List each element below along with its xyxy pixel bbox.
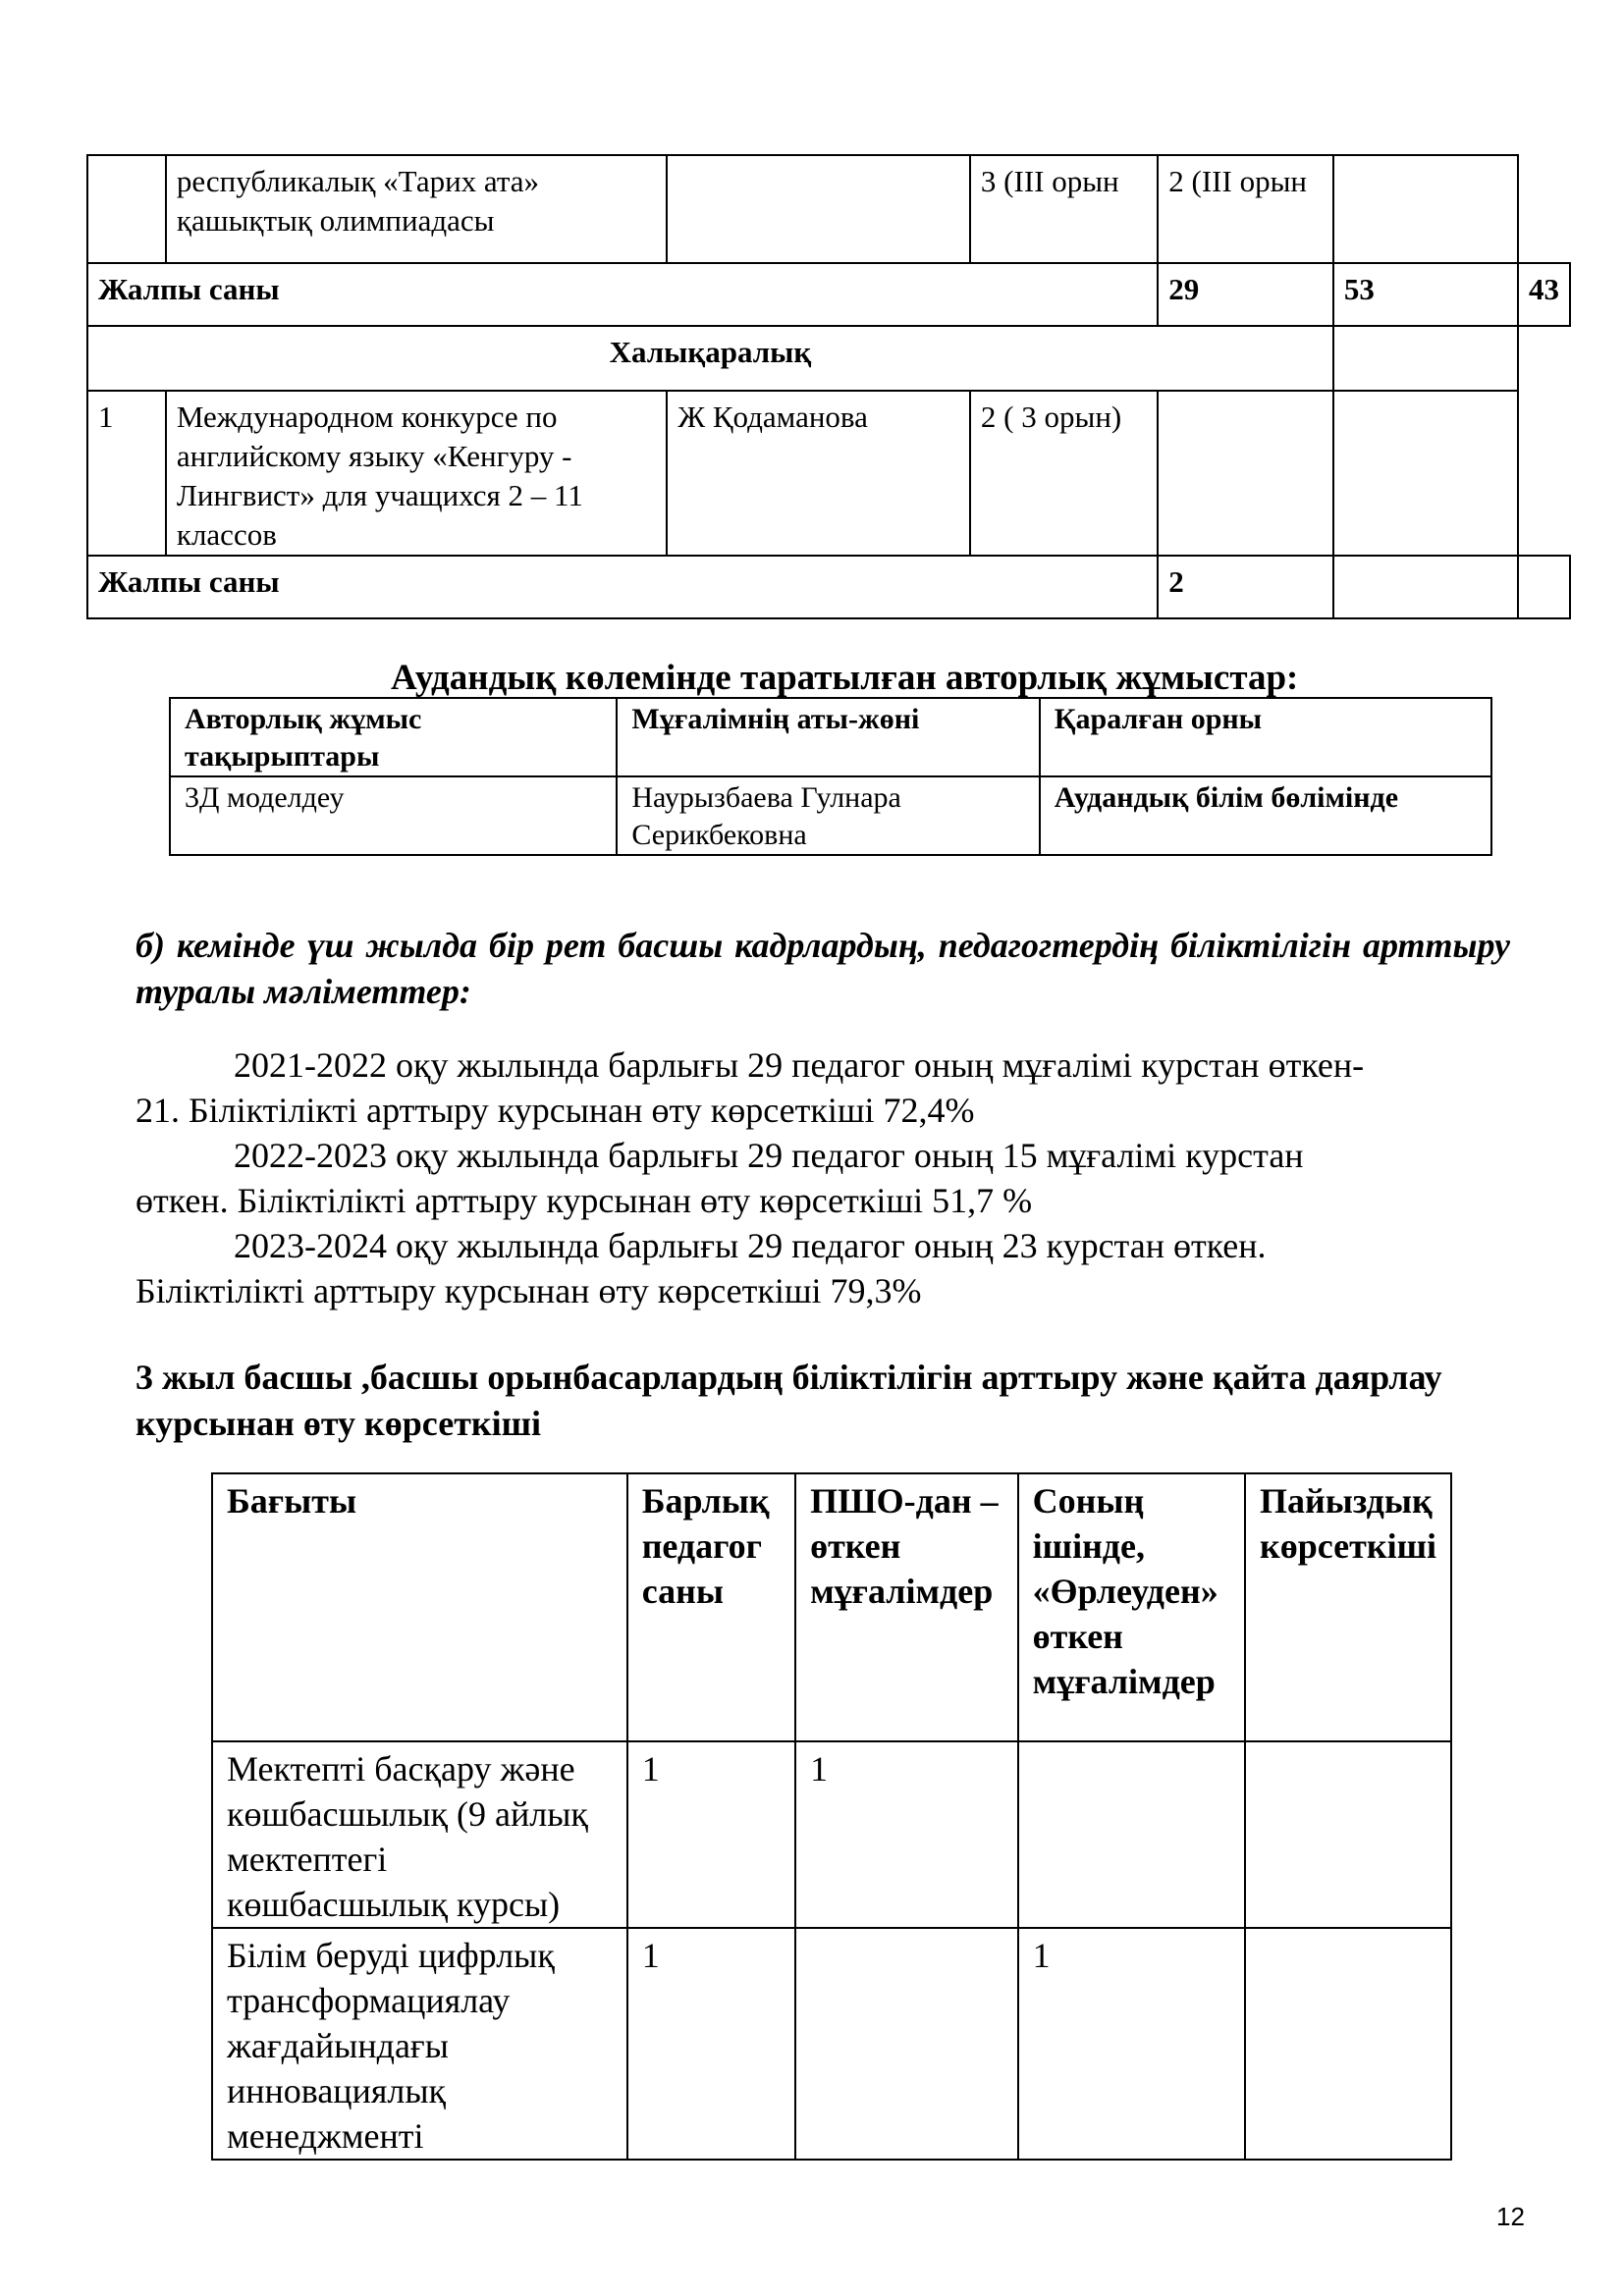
table-row: [87, 391, 1570, 556]
competition-name: Международном конкурсе по английскому языку «Кенгуру - Лингвист» для учащихся 2 – 11 классов: [166, 391, 667, 556]
olympiad-results-table: [86, 154, 1571, 619]
result-cell: 3 (III орын: [970, 155, 1158, 263]
total-row: [87, 556, 1570, 618]
table-cell: [1018, 1741, 1245, 1928]
table-cell: [1245, 1928, 1451, 2160]
table-row: [170, 776, 1491, 855]
column-header: ПШО-дан –өткен мұғалімдер: [795, 1473, 1018, 1741]
column-header: Авторлық жұмыс тақырыптары: [170, 698, 617, 776]
table-cell: 1: [795, 1741, 1018, 1928]
total-label: Жалпы саны: [87, 263, 1158, 326]
section-heading: б) кемінде үш жылда бір рет басшы кадрлардың, педагогтердің біліктілігін арттыру туралы мәліметтер:: [135, 926, 1510, 1011]
total-value: 2: [1158, 556, 1333, 618]
total-label: Жалпы саны: [87, 556, 1158, 618]
column-header: Мұғалімнің аты-жөні: [617, 698, 1039, 776]
table-cell: 1: [627, 1741, 795, 1928]
authorship-heading: Аудандық көлемінде таратылған авторлық жұмыстар:: [391, 658, 1299, 698]
result-cell: [1158, 391, 1333, 556]
result-cell: [1333, 391, 1518, 556]
column-header: Барлық педагог саны: [627, 1473, 795, 1741]
section-title: Халықаралық: [87, 326, 1333, 391]
result-cell: [1333, 155, 1518, 263]
review-place: Аудандық білім бөлімінде: [1040, 776, 1491, 855]
paragraph-line: 2021-2022 оқу жылында барлығы 29 педагог оның мұғалімі курстан өткен-: [234, 1045, 1365, 1085]
total-value: 43: [1518, 263, 1570, 326]
heads-training-table: [211, 1472, 1452, 2161]
table-cell: [1245, 1741, 1451, 1928]
column-header: Соның ішінде, «Өрлеуден» өткен мұғалімдер: [1018, 1473, 1245, 1741]
row-number: [87, 155, 166, 263]
paragraph-line: Біліктілікті арттыру курсынан өту көрсеткіші 79,3%: [135, 1271, 922, 1310]
total-value: [1333, 556, 1518, 618]
total-row: [87, 263, 1570, 326]
paragraph-line: өткен. Біліктілікті арттыру курсынан өту көрсеткіші 51,7 %: [135, 1181, 1033, 1220]
table-cell: 1: [1018, 1928, 1245, 2160]
table-cell: [795, 1928, 1018, 2160]
paragraph-line: 2023-2024 оқу жылында барлығы 29 педагог оның 23 курстан өткен.: [234, 1226, 1267, 1265]
table-row: [212, 1741, 1451, 1928]
result-cell: 2 (III орын: [1158, 155, 1333, 263]
section-row: [87, 326, 1570, 391]
total-value: 53: [1333, 263, 1518, 326]
course-direction: Мектепті басқару және көшбасшылық (9 айлық мектептегі көшбасшылық курсы): [212, 1741, 627, 1928]
paragraph-line: 21. Біліктілікті арттыру курсынан өту көрсеткіші 72,4%: [135, 1091, 975, 1130]
authorship-table: [169, 697, 1492, 856]
row-number: 1: [87, 391, 166, 556]
table-cell: 1: [627, 1928, 795, 2160]
course-direction: Білім беруді цифрлық трансформациялау жағдайындағы инновациялық менеджменті: [212, 1928, 627, 2160]
section-heading: 3 жыл басшы ,басшы орынбасарлардың біліктілігін арттыру және қайта даярлау курсынан өту көрсеткіші: [135, 1358, 1442, 1443]
paragraph-line: 2022-2023 оқу жылында барлығы 29 педагог оның 15 мұғалімі курстан: [234, 1136, 1304, 1175]
table-header-row: [212, 1473, 1451, 1741]
table-row: [212, 1928, 1451, 2160]
column-header: Пайыздық көрсеткіші: [1245, 1473, 1451, 1741]
total-value: [1518, 556, 1570, 618]
column-header: Қаралған орны: [1040, 698, 1491, 776]
table-row: [87, 155, 1570, 263]
empty-cell: [1333, 326, 1518, 391]
teacher-name: Ж Қодаманова: [667, 391, 970, 556]
teacher-name: [667, 155, 970, 263]
result-cell: 2 ( 3 орын): [970, 391, 1158, 556]
column-header: Бағыты: [212, 1473, 627, 1741]
competition-name: республикалық «Тарих ата» қашықтық олимпиадасы: [166, 155, 667, 263]
teacher-name: Наурызбаева Гулнара Серикбековна: [617, 776, 1039, 855]
work-topic: 3Д моделдеу: [170, 776, 617, 855]
total-value: 29: [1158, 263, 1333, 326]
table-header-row: [170, 698, 1491, 776]
page-number: 12: [1496, 2202, 1525, 2231]
